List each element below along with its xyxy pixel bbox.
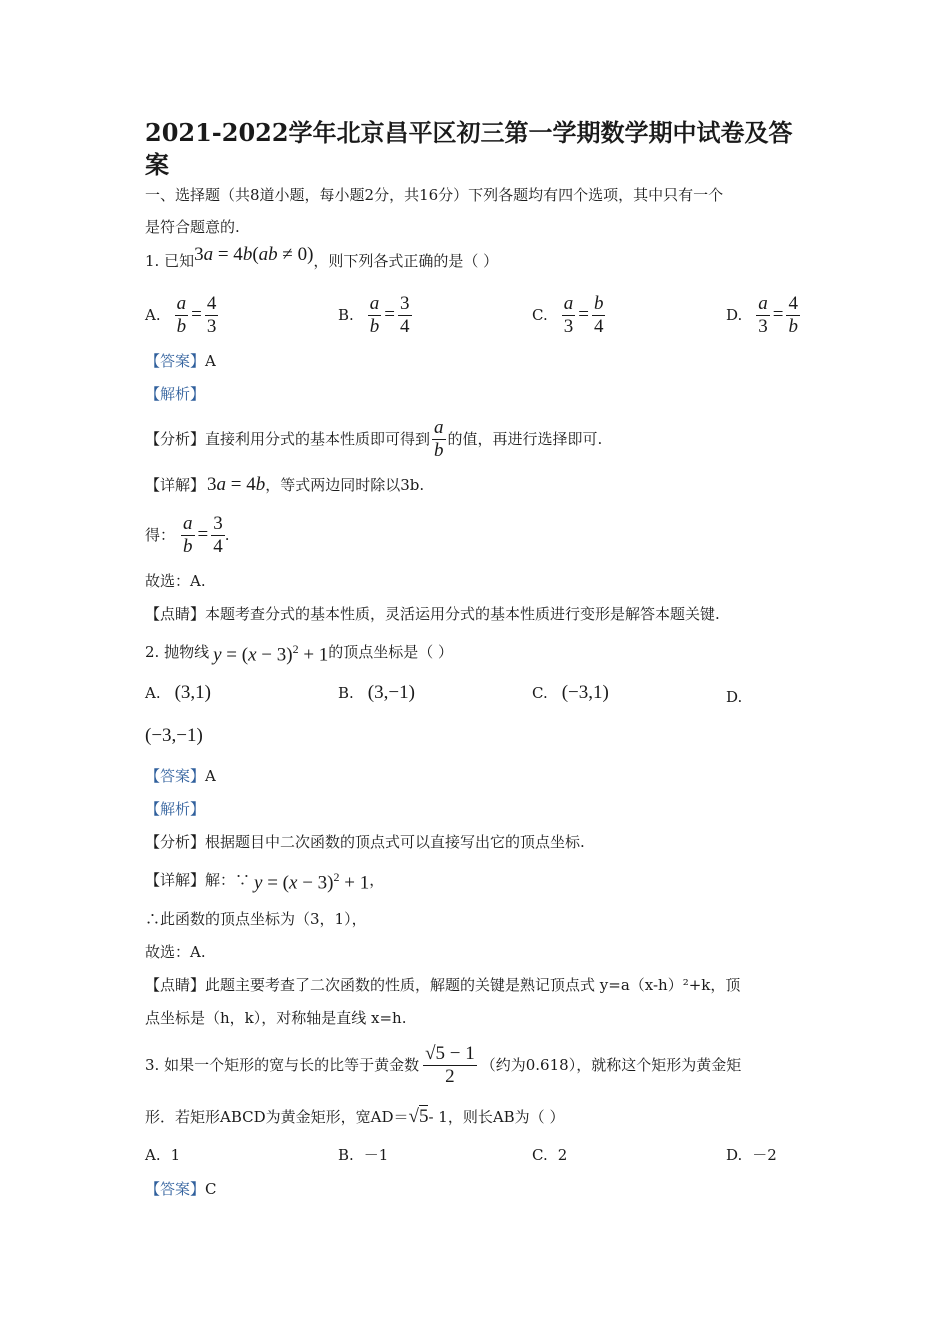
fraction: $\frac{4}{3}$ <box>206 292 217 337</box>
q2-answer: 【答案】A <box>145 767 216 785</box>
q3-stem-line2: 形．若矩形ABCD为黄金矩形，宽AD＝ √5 - 1，则长AB为（ ） <box>145 1106 565 1127</box>
q1-stem <box>145 244 499 270</box>
q1-choose: 故选：A. <box>145 572 206 590</box>
q2-option-a: A. (3,1) <box>145 682 212 703</box>
fraction: $\frac{a}{b}$ <box>176 292 187 337</box>
section-header-line1: 一、选择题（共8道小题，每小题2分，共16分）下列各题均有四个选项，其中只有一个 <box>145 186 724 204</box>
q3-stem-line1: 3. 如果一个矩形的宽与长的比等于黄金数 $\frac{√5 - 1}{2}$ （约为0.618），就称这个矩形为黄金矩 <box>145 1042 742 1087</box>
q2-detail: 【详解】 解：∵ $y = (x - 3)^2 + 1$ ， <box>145 870 385 894</box>
option-label: D. <box>726 306 743 324</box>
q1-option-a: A. $\frac{a}{b}$ = $\frac{4}{3}$ <box>145 292 217 337</box>
fraction: $\frac{4}{b}$ <box>788 292 798 337</box>
q3-option-b: B. －1 <box>338 1146 389 1164</box>
q2-dianjing-line1: 【点睛】此题主要考查了二次函数的性质，解题的关键是熟记顶点式 y=a（x-h）²+k，顶 <box>145 976 741 994</box>
q1-dianjing: 【点睛】本题考查分式的基本性质，灵活运用分式的基本性质进行变形是解答本题关键. <box>145 605 720 623</box>
fraction: $\frac{a}{3}$ <box>758 292 768 337</box>
q3-option-d: D. －2 <box>726 1146 777 1164</box>
fraction: $\frac{a}{b}$ <box>183 512 193 557</box>
q2-fenxi: 【分析】根据题目中二次函数的顶点式可以直接写出它的顶点坐标. <box>145 833 585 851</box>
q1-result: 得： $\frac{a}{b}$ = $\frac{3}{4}$ . <box>145 512 230 557</box>
q2-option-d-label: D. <box>726 688 743 706</box>
q2-choose: 故选：A. <box>145 943 206 961</box>
option-label: C. <box>532 306 548 324</box>
q2-therefore: ∴此函数的顶点坐标为（3，1）， <box>145 910 367 928</box>
q2-option-c: C. (−3,1) <box>532 682 609 703</box>
q2-option-d-value: (−3,−1) <box>145 725 203 746</box>
q1-option-c: C. $\frac{a}{3}$ = $\frac{b}{4}$ <box>532 292 604 337</box>
doc-title-line2: 案 <box>145 150 169 179</box>
doc-title-line1: 2021-2022学年北京昌平区初三第一学期数学期中试卷及答 <box>145 118 793 147</box>
q1-answer: 【答案】A <box>145 352 216 370</box>
q2-analysis-label: 【解析】 <box>145 800 206 818</box>
q1-detail: 【详解】 3a = 4b ，等式两边同时除以3b. <box>145 474 425 495</box>
q3-answer: 【答案】C <box>145 1180 217 1198</box>
fraction: $\frac{b}{4}$ <box>593 292 604 337</box>
q1-prefix: 1. 已知 <box>145 252 195 270</box>
q2-dianjing-line2: 点坐标是（h，k），对称轴是直线 x=h. <box>145 1009 407 1027</box>
option-label: A. <box>145 306 161 324</box>
q1-option-d: D. $\frac{a}{3}$ = $\frac{4}{b}$ <box>726 292 798 337</box>
q3-option-c: C. 2 <box>532 1146 568 1164</box>
q3-option-a: A. 1 <box>145 1146 181 1164</box>
fraction: $\frac{a}{b}$ <box>434 416 444 461</box>
section-header-line2: 是符合题意的. <box>145 218 240 236</box>
fraction: $\frac{3}{4}$ <box>213 512 223 557</box>
q1-suffix: ，则下列各式正确的是（ ） <box>313 252 499 270</box>
q2-option-b: B. (3,−1) <box>338 682 415 703</box>
q2-stem: 2. 抛物线 $y = (x - 3)^2 + 1$ 的顶点坐标是（ ） <box>145 642 454 666</box>
option-label: B. <box>338 306 354 324</box>
fraction: $\frac{3}{4}$ <box>400 292 410 337</box>
q1-analysis-label: 【解析】 <box>145 385 206 403</box>
fraction: $\frac{a}{b}$ <box>369 292 380 337</box>
fraction: $\frac{a}{3}$ <box>563 292 574 337</box>
golden-ratio-fraction: $\frac{√5 - 1}{2}$ <box>425 1042 475 1087</box>
q1-option-b: B. $\frac{a}{b}$ = $\frac{3}{4}$ <box>338 292 410 337</box>
q1-condition: 3a = 4b(ab ≠ 0) <box>194 244 314 265</box>
q1-fenxi: 【分析】 直接利用分式的基本性质即可得到 $\frac{a}{b}$ 的值，再进行选择即可. <box>145 416 603 461</box>
